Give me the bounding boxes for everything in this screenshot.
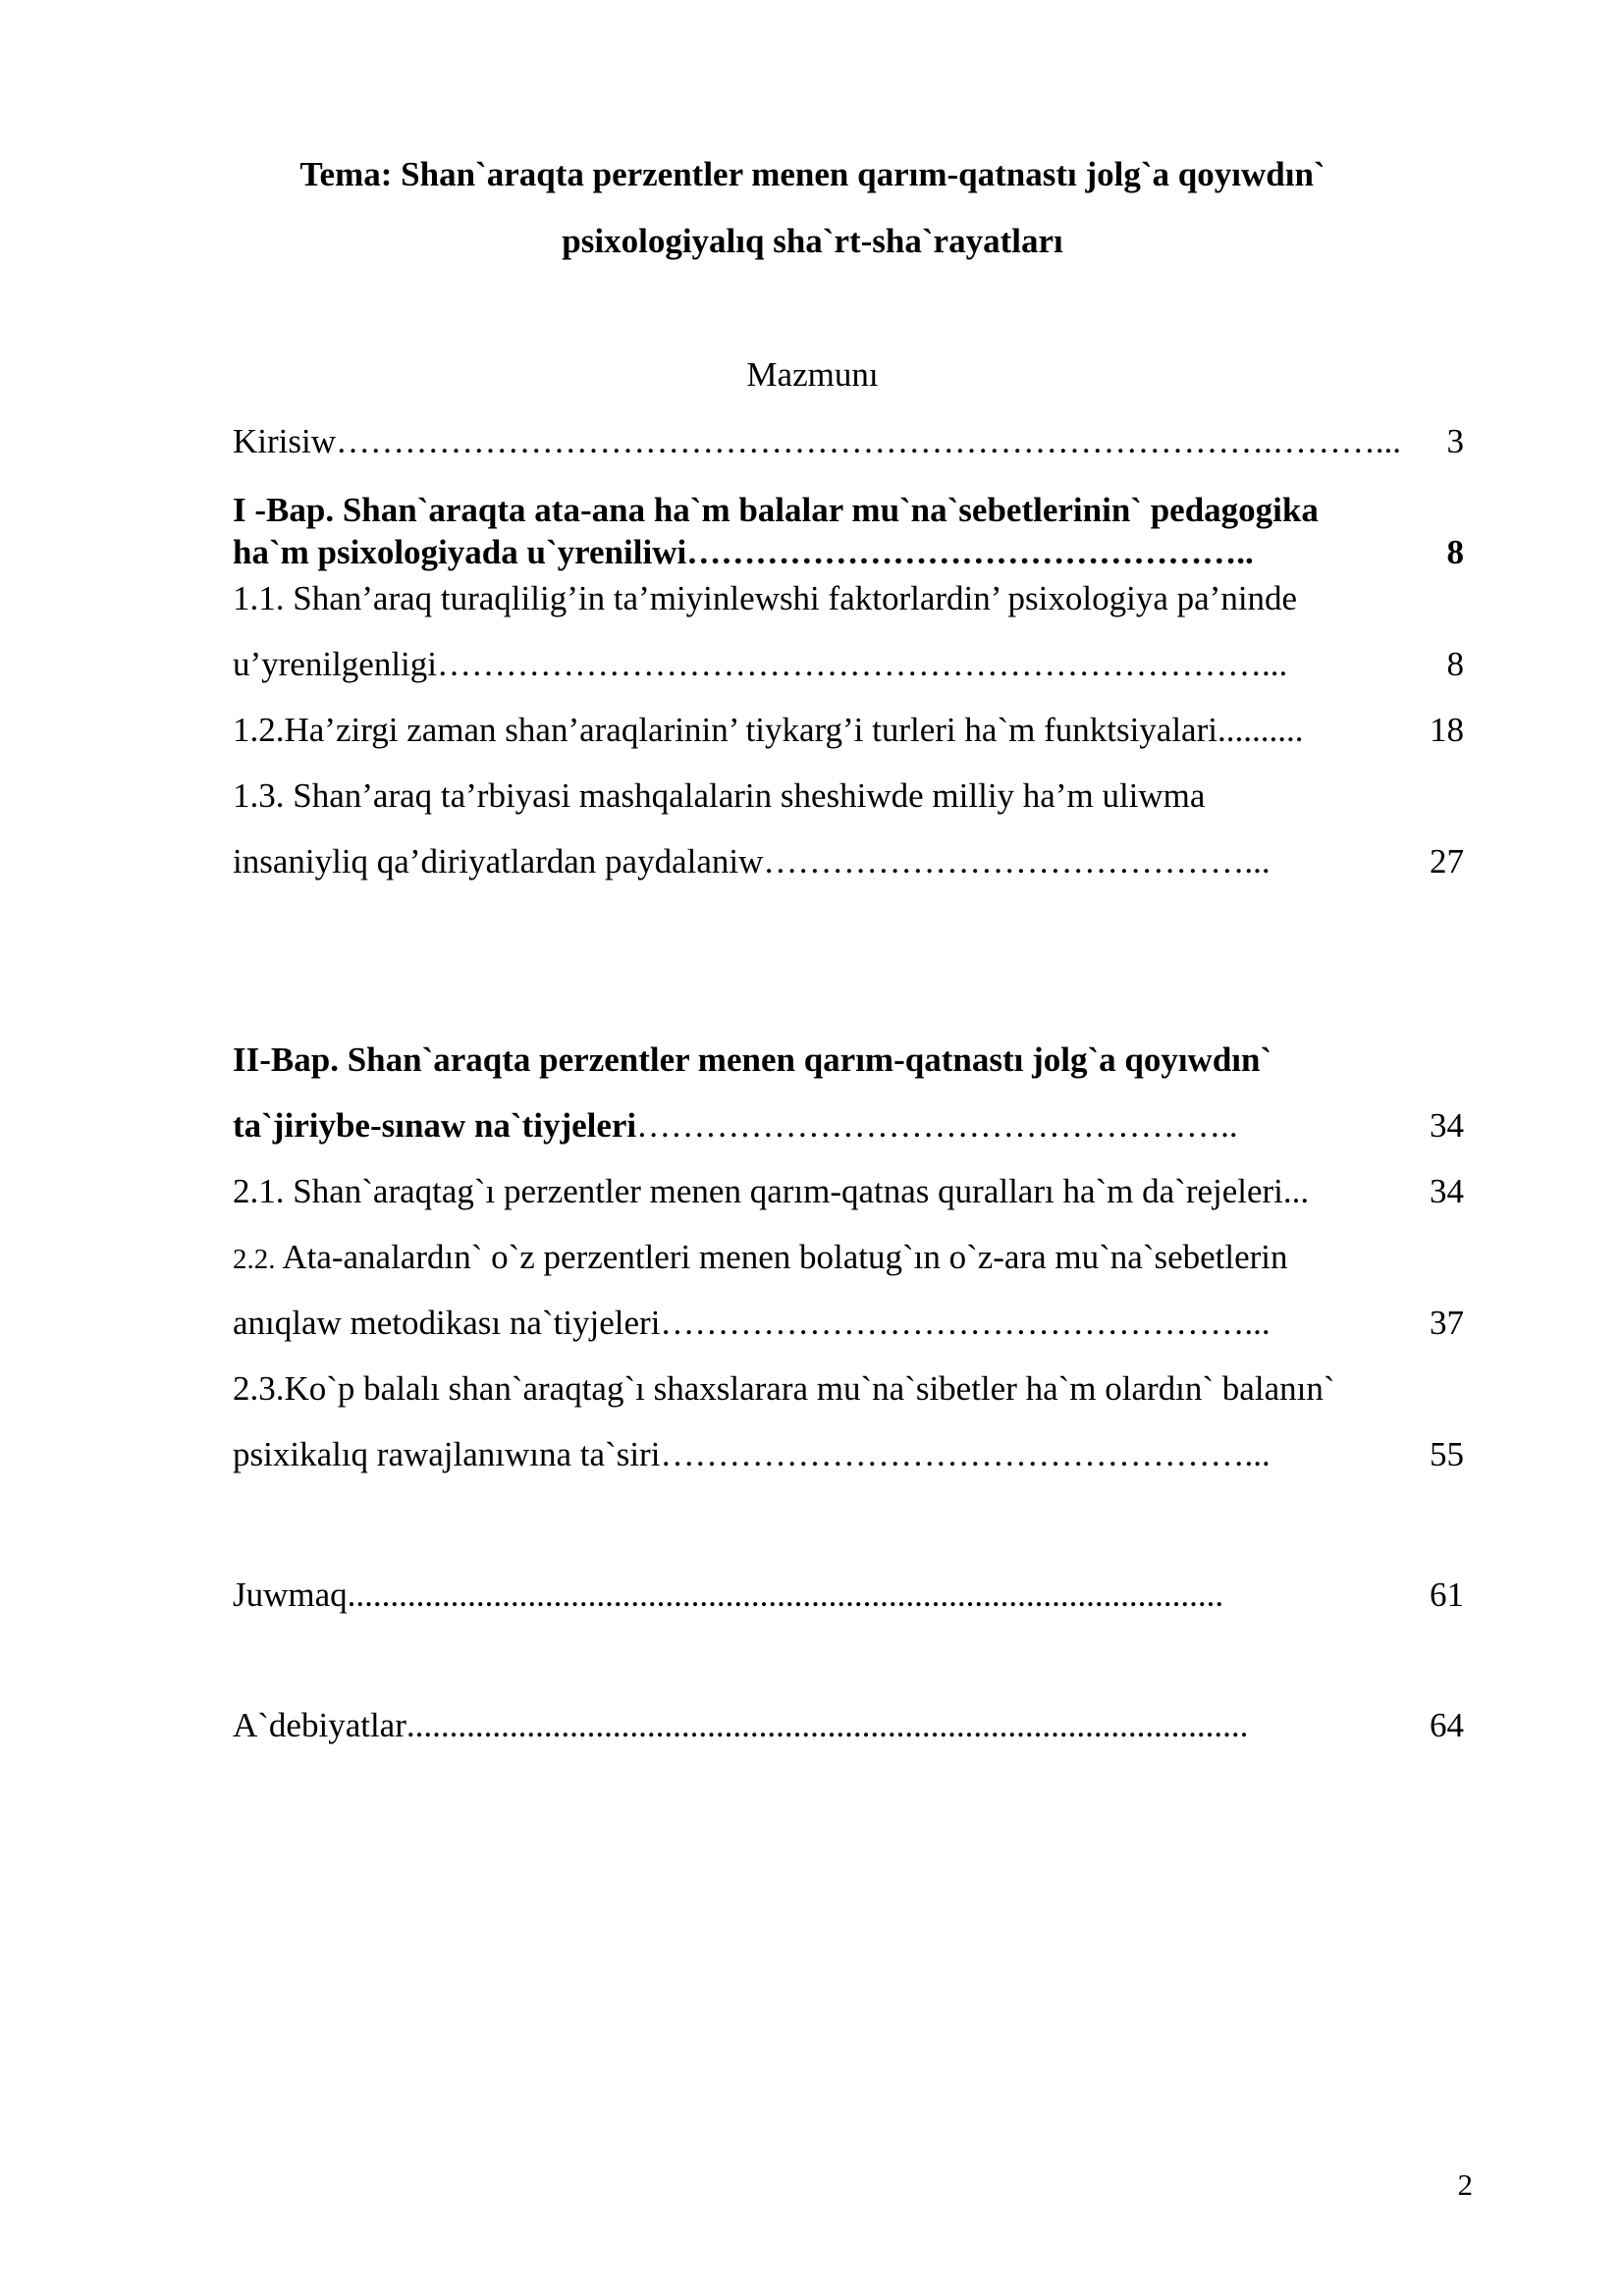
toc-section-1-1-line-1: 1.1. Shan’araq turaqlilig’in ta’miyinlewshi faktorlardin’ psixologiya pa’ninde <box>233 579 1298 617</box>
toc-page-number: 37 <box>1430 1304 1464 1342</box>
document-title-line-2: psixologiyalıq sha`rt-sha`rayatları <box>562 222 1063 260</box>
toc-leader: .................................................................................................. <box>406 1706 1249 1744</box>
toc-leader: ……………………………………………... <box>660 1304 1271 1342</box>
toc-page-number: 8 <box>1446 645 1464 683</box>
toc-page-number: 27 <box>1430 842 1464 881</box>
toc-entry-references <box>233 1706 1464 1745</box>
page-number: 2 <box>1457 2167 1473 2202</box>
toc-page-number: 34 <box>1430 1172 1464 1210</box>
toc-leader: .......... <box>1217 711 1304 749</box>
toc-entry-text: 2.1. Shan`araqtag`ı perzentler menen qarım-qatnas quralları ha`m da`rejeleri <box>233 1172 1283 1210</box>
document-title-line-1: Tema: Shan`araqta perzentler menen qarım-qatnastı jolg`a qoyıwdın` <box>299 155 1325 193</box>
toc-leader: …………………………………………….. <box>636 1106 1238 1145</box>
toc-leader: ...................................................................................................... <box>347 1575 1224 1614</box>
toc-section-2-3-line-2 <box>233 1435 1464 1474</box>
toc-section-1-3-line-2 <box>233 842 1464 881</box>
toc-entry-text: insaniyliq qa’diriyatlardan paydalaniw <box>233 842 764 881</box>
toc-section-number: 2.2. <box>233 1244 276 1275</box>
toc-leader: ... <box>1282 1172 1310 1210</box>
toc-page-number: 61 <box>1430 1575 1464 1614</box>
toc-entry-text: Ata-analardın` o`z perzentleri menen bolatug`ın o`z-ara mu`na`sebetlerin <box>275 1238 1288 1276</box>
toc-section-2-3-line-1: 2.3.Ko`p balalı shan`araqtag`ı shaxslarara mu`na`sibetler ha`m olardın` balanın` <box>233 1369 1335 1408</box>
toc-leader: ………………………………………….. <box>686 533 1254 571</box>
toc-entry-text: Juwmaq <box>233 1575 348 1614</box>
toc-entry-text: 1.2.Ha’zirgi zaman shan’araqlarinin’ tiykarg’i turleri ha`m funktsiyalari <box>233 711 1217 749</box>
toc-chapter-1-line-1: I -Bap. Shan`araqta ata-ana ha`m balalar mu`na`sebetlerinin` pedagogika <box>233 491 1319 529</box>
toc-section-2-2-line-2 <box>233 1304 1464 1343</box>
contents-heading: Mazmunı <box>746 355 879 394</box>
toc-chapter-2-line-1: II-Bap. Shan`araqta perzentler menen qarım-qatnastı jolg`a qoyıwdın` <box>233 1041 1272 1079</box>
toc-section-1-3-line-1: 1.3. Shan’araq ta’rbiyasi mashqalalarin sheshiwde milliy ha’m uliwma <box>233 776 1206 815</box>
toc-entry-text: ta`jiriybe-sınaw na`tiyjeleri <box>233 1106 637 1145</box>
toc-page-number: 34 <box>1430 1106 1464 1145</box>
toc-page-number: 55 <box>1430 1435 1464 1473</box>
toc-leader: ………………………………………………………………... <box>437 645 1288 683</box>
toc-leader: ……………………………………………... <box>660 1435 1271 1473</box>
toc-section-1-2 <box>233 711 1464 750</box>
toc-page-number: 8 <box>1446 533 1464 571</box>
toc-entry-conclusion <box>233 1575 1464 1615</box>
toc-chapter-2-line-2 <box>233 1106 1464 1146</box>
toc-entry-text: u’yrenilgenligi <box>233 645 438 683</box>
toc-page-number: 3 <box>1446 422 1464 460</box>
toc-section-2-1 <box>233 1172 1464 1211</box>
toc-page-number: 18 <box>1430 711 1464 749</box>
toc-entry-text: Kirisiw <box>233 422 336 460</box>
toc-leader: ……………………………………………………………………….………... <box>336 422 1401 460</box>
toc-entry-text: A`debiyatlar <box>233 1706 406 1744</box>
toc-page-number: 64 <box>1430 1706 1464 1744</box>
toc-entry-text: ha`m psixologiyada u`yreniliwi <box>233 533 687 571</box>
toc-leader: ……………………………………... <box>763 842 1271 881</box>
toc-section-2-2-line-1 <box>233 1238 1464 1279</box>
toc-section-1-1-line-2 <box>233 645 1464 684</box>
toc-chapter-1-line-2 <box>233 533 1464 572</box>
toc-entry-text: anıqlaw metodikası na`tiyjeleri <box>233 1304 661 1342</box>
toc-entry-intro <box>233 422 1464 461</box>
toc-entry-text: psixikalıq rawajlanıwına ta`siri <box>233 1435 661 1473</box>
